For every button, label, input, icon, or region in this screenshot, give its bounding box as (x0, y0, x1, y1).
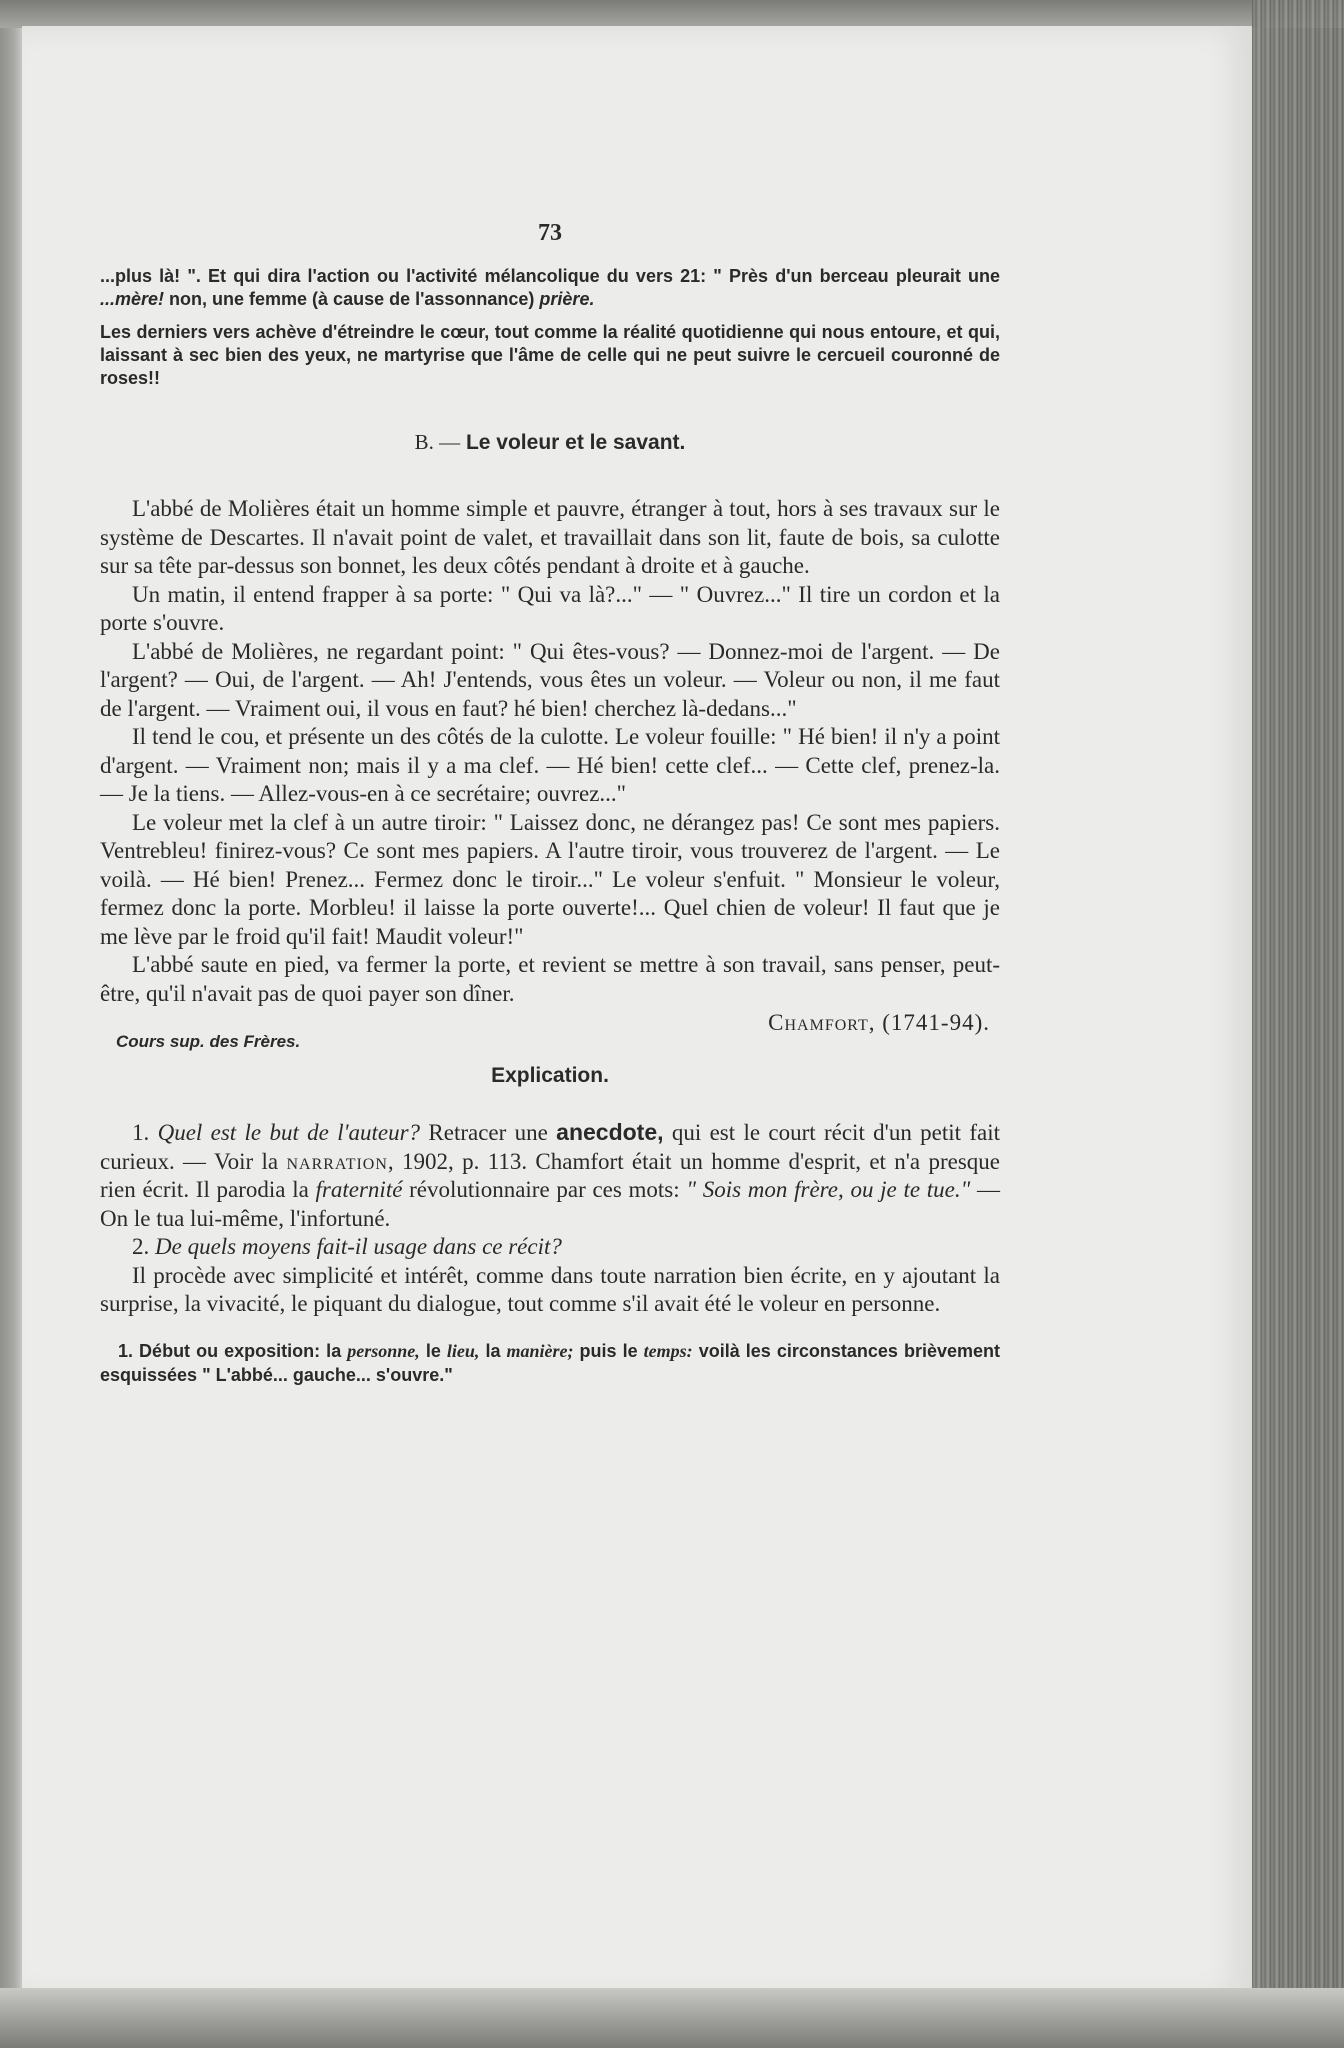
page-content (100, 220, 1000, 1405)
answer-small-caps: narration (286, 1148, 388, 1174)
question-text: Quel est le but de l'auteur? (157, 1120, 421, 1145)
answer-text: , 1902, p. 113. Chamfort était un homme d'esprit, et n'a presque rien écrit. Il parodia la (100, 1148, 1001, 1202)
footnote-text: la (479, 1340, 507, 1361)
intro-emphasis: ...mère! (100, 289, 165, 309)
footnote (100, 1339, 1000, 1387)
page-number: 73 (538, 220, 562, 246)
story-paragraph: Il tend le cou, et présente un des côtés de la culotte. Le voleur fouille: " Hé bien! il n'y a point d'argent. — Vraiment non; mais il y a ma clef. — Hé bien! cette clef... — Cette clef, prenez-la. — Je la tiens. — Allez-vous-en à ce secrétaire; ouvrez..." (100, 724, 1000, 806)
answer-text: Retracer une (420, 1120, 557, 1145)
footnote-text: voilà les circonstances brièvement esquissées " L'abbé... gauche... s'ouvre." (100, 1340, 1000, 1385)
answer-quote: " Sois mon frère, ou je te tue." (686, 1177, 971, 1202)
story-paragraph: L'abbé saute en pied, va fermer la porte, et revient se mettre à son travail, sans penser, peut-être, qu'il n'avait pas de quoi payer son dîner. (100, 952, 1000, 1006)
explication-answer-1 (100, 1118, 1000, 1233)
intro-emphasis: prière. (539, 289, 595, 309)
footnote-emphasis: lieu, (446, 1340, 480, 1361)
author-credit: Chamfort, (1741-94). (768, 1010, 990, 1035)
book-spine-edge (1252, 0, 1344, 2048)
question-number: 2. (132, 1234, 155, 1259)
signature-block (100, 1010, 1000, 1051)
explication-answer-2: Il procède avec simplicité et intérêt, comme dans toute narration bien écrite, en y ajoutant la surprise, la vivacité, le piquant du dialogue, tout comme s'il avait été le voleur en personne. (100, 1262, 1000, 1316)
answer-text: révolutionnaire par ces mots: (402, 1177, 687, 1202)
intro-paragraph-2: Les derniers vers achève d'étreindre le cœur, tout comme la réalité quotidienne qui nous entoure, et qui, laissant à sec bien des yeux, ne martyrise que l'âme de celle qui ne peut suivre le cercueil couronné de roses!! (100, 322, 1000, 388)
question-text: De quels moyens fait-il usage dans ce récit? (155, 1234, 562, 1259)
answer-text: — On le tua lui-même, l'infortuné. (100, 1177, 1001, 1231)
footnote-emphasis: personne, (347, 1340, 420, 1361)
answer-keyword: anecdote, (556, 1119, 664, 1145)
footnote-text: le (419, 1340, 447, 1361)
intro-paragraph-1 (100, 265, 1000, 311)
scan-bottom-edge (0, 1988, 1344, 2048)
story-paragraph: Un matin, il entend frapper à sa porte: " Qui va là?..." — " Ouvrez..." Il tire un cordon et la porte s'ouvre. (100, 581, 1000, 635)
story-paragraph: L'abbé de Molières était un homme simple et pauvre, étranger à tout, hors à ses travaux sur le système de Descartes. Il n'avait point de valet, et travaillait dans son lit, faute de bois, sa culotte sur sa tête par-dessus son bonnet, les deux côtés pendant à droite et à gauche. (100, 496, 1000, 578)
explication-question-2 (100, 1233, 1000, 1262)
answer-text: qui est le court récit d'un petit fait curieux. — Voir la (100, 1120, 1001, 1174)
section-heading (100, 430, 1000, 455)
footnote-text: puis le (573, 1340, 644, 1361)
answer-emphasis: fraternité (315, 1177, 403, 1202)
footnote-text: 1. Début ou exposition: la (118, 1340, 348, 1361)
story-paragraph: Le voleur met la clef à un autre tiroir: " Laissez donc, ne dérangez pas! Ce sont mes papiers. Ventrebleu! finirez-vous? Ce sont mes papiers. A l'autre tiroir, vous trouverez de l'argent. — Le voilà. — Hé bien! Prenez... Fermez donc le tiroir..." Le voleur s'enfuit. " Monsieur le voleur, fermez donc la porte. Morbleu! il laisse la porte ouverte!... Quel chien de voleur! Il faut que je me lève par le froid qu'il fait! Maudit voleur!" (100, 809, 1000, 949)
source-credit: Cours sup. des Frères. (116, 1032, 301, 1051)
scan-top-edge (0, 0, 1344, 28)
section-title: Le voleur et le savant. (465, 431, 686, 454)
intro-text: ...plus là! ". Et qui dira l'action ou l'activité mélancolique du vers 21: " Près d'un berceau pleurait une (100, 266, 1000, 286)
intro-text: non, une femme (à cause de l'assonnance) (164, 289, 540, 309)
section-letter: B. — (414, 430, 461, 454)
story-body (100, 495, 1000, 1008)
footnote-emphasis: manière; (506, 1340, 574, 1361)
question-number: 1. (132, 1120, 158, 1145)
story-paragraph: L'abbé de Molières, ne regardant point: " Qui êtes-vous? — Donnez-moi de l'argent. — De l'argent? — Oui, de l'argent. — Ah! J'entends, vous êtes un voleur. — Voleur ou non, il me faut de l'argent. — Vraiment oui, il vous en faut? hé bien! cherchez là-dedans..." (100, 638, 1000, 721)
footnote-emphasis: temps: (643, 1340, 693, 1361)
explication-heading: Explication. (491, 1064, 609, 1087)
